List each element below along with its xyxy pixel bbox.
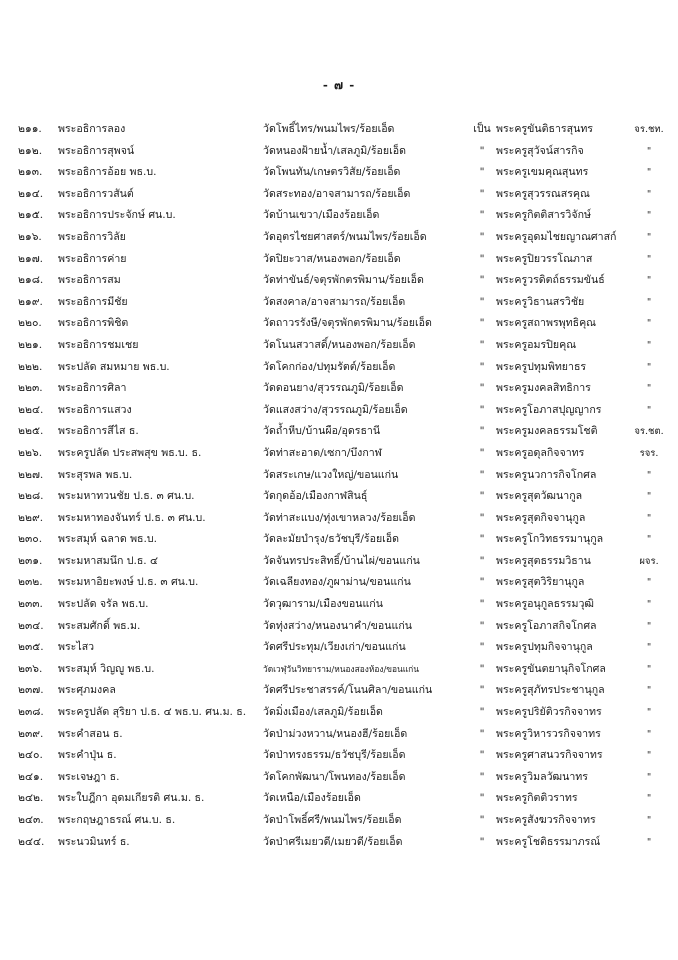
temple-location: วัดเฉลียงทอง/ภูผาม่าน/ขอนแก่น xyxy=(263,576,411,589)
position-code: " xyxy=(646,534,652,546)
position-code: " xyxy=(646,685,652,697)
row-number: ๒๓๑. xyxy=(18,554,43,567)
monk-name: พระอธิการสม xyxy=(58,274,121,287)
conferred-title: พระครูวิธานสรวิชัย xyxy=(496,295,585,308)
position-code: " xyxy=(646,836,652,848)
monk-name: พระอธิการแสวง xyxy=(58,403,132,416)
position-code: " xyxy=(646,361,652,373)
temple-location: วัดท่าขันธ์/จตุรพักตรพิมาน/ร้อยเอ็ด xyxy=(263,274,424,287)
list-row xyxy=(18,270,666,292)
list-row xyxy=(18,378,666,400)
position-code: " xyxy=(646,275,652,287)
ditto-mark: " xyxy=(479,576,485,589)
conferred-title: พระครูสุตกิจจานุกูล xyxy=(496,511,586,524)
ditto-mark: " xyxy=(479,619,485,632)
row-number: ๒๑๓. xyxy=(18,166,43,179)
temple-location: วัดกุดอ้อ/เมืองกาฬสินธุ์ xyxy=(263,490,368,503)
monk-name: พระอธิการมีชัย xyxy=(58,295,128,308)
list-row xyxy=(18,335,666,357)
row-number: ๒๓๔. xyxy=(18,619,44,632)
ditto-mark: " xyxy=(479,490,485,503)
appointment-list xyxy=(18,119,666,853)
ditto-mark: " xyxy=(479,684,485,697)
row-number: ๒๑๑. xyxy=(18,123,42,135)
monk-name: พระสมุห์ วิญญู พธ.บ. xyxy=(58,662,155,675)
conferred-title: พระครูสถาพรพุทธิคุณ xyxy=(496,317,596,330)
conferred-title: พระครูปทุมกิจจานุกูล xyxy=(496,641,593,654)
monk-name: พระสมศักดิ์ พธ.ม. xyxy=(58,619,141,632)
position-code: รจร. xyxy=(639,447,659,459)
list-row xyxy=(18,141,666,163)
list-row xyxy=(18,313,666,335)
temple-location: วัดจันทรประสิทธิ์/บ้านไผ่/ขอนแก่น xyxy=(263,554,420,567)
monk-name: พระกฤษฎาธรณ์ ศน.บ. ธ. xyxy=(58,814,176,826)
position-code: " xyxy=(646,620,652,632)
temple-location: วัดป่าทรงธรรม/ธวัชบุรี/ร้อยเอ็ด xyxy=(263,749,406,762)
position-code: จร.ชท. xyxy=(634,124,664,135)
monk-name: พระครูปลัด ประสพสุข พธ.บ. ธ. xyxy=(58,446,202,459)
position-code: " xyxy=(646,188,652,200)
monk-name: พระอธิการศิลา xyxy=(58,382,127,395)
list-row xyxy=(18,162,666,184)
ditto-mark: " xyxy=(479,252,485,265)
row-number: ๒๓๒. xyxy=(18,576,43,589)
row-number: ๒๓๕. xyxy=(18,641,44,654)
position-code: " xyxy=(646,707,652,719)
temple-location: วัดดอนยาง/สุวรรณภูมิ/ร้อยเอ็ด xyxy=(263,382,404,395)
temple-location: วัดถาวรรังษี/จตุรพักตรพิมาน/ร้อยเอ็ด xyxy=(263,317,432,330)
list-row xyxy=(18,400,666,422)
monk-name: พระคำปุ่น ธ. xyxy=(58,749,117,762)
monk-name: พระคำสอน ธ. xyxy=(58,727,123,740)
ditto-mark: " xyxy=(479,533,485,546)
row-number: ๒๑๖. xyxy=(18,230,42,243)
ditto-mark: " xyxy=(479,403,485,416)
position-code: " xyxy=(646,750,652,762)
temple-location: วัดบ้านเขวา/เมืองร้อยเอ็ด xyxy=(263,209,380,222)
list-row xyxy=(18,572,666,594)
position-code: " xyxy=(646,253,652,265)
monk-name: พระอธิการชมเชย xyxy=(58,338,139,351)
conferred-title: พระครูกิตติสารวิจักษ์ xyxy=(496,209,591,222)
ditto-mark: " xyxy=(479,382,485,395)
list-row xyxy=(18,659,666,681)
conferred-title: พระครูนวการกิจโกศล xyxy=(496,468,597,481)
ditto-mark: " xyxy=(479,706,485,719)
row-number: ๒๒๕. xyxy=(18,425,44,438)
list-row xyxy=(18,357,666,379)
monk-name: พระมหาทวนชัย ป.ธ. ๓ ศน.บ. xyxy=(58,490,195,503)
conferred-title: พระครูอดุลกิจจาทร xyxy=(496,446,585,459)
temple-location: วัดโคกก่อง/ปทุมรัตต์/ร้อยเอ็ด xyxy=(263,360,396,373)
monk-name: พระอธิการวสันต์ xyxy=(58,187,134,200)
position-code: " xyxy=(646,642,652,654)
position-code: " xyxy=(646,231,652,243)
row-number: ๒๔๔. xyxy=(18,835,45,848)
conferred-title: พระครูสังฆวรกิจจาทร xyxy=(496,814,596,826)
list-row xyxy=(18,594,666,616)
row-number: ๒๔๑. xyxy=(18,770,44,783)
row-number: ๒๔๒. xyxy=(18,792,44,805)
list-row xyxy=(18,508,666,530)
conferred-title: พระครูศาสนวรกิจจาทร xyxy=(496,749,603,762)
conferred-title: พระครูวิมลวัฒนาทร xyxy=(496,770,588,783)
temple-location: วัดสงคาล/อาจสามารถ/ร้อยเอ็ด xyxy=(263,295,406,308)
row-number: ๒๑๔. xyxy=(18,187,44,200)
temple-location: วัดโพนทัน/เกษตรวิสัย/ร้อยเอ็ด xyxy=(263,166,401,179)
ditto-mark: " xyxy=(479,641,485,654)
row-number: ๒๒๖. xyxy=(18,446,43,459)
monk-name: พระไสว xyxy=(58,641,95,654)
monk-name: พระนวมินทร์ ธ. xyxy=(58,835,130,848)
list-row xyxy=(18,421,666,443)
conferred-title: พระครูวิหารวรกิจจาทร xyxy=(496,727,601,740)
ditto-mark: " xyxy=(479,209,485,222)
position-code: " xyxy=(646,512,652,524)
conferred-title: พระครูมงคลธรรมโชติ xyxy=(496,425,598,438)
ditto-mark: " xyxy=(479,338,485,351)
ditto-mark: " xyxy=(479,317,485,330)
temple-location: วัดแสงสว่าง/สุวรรณภูมิ/ร้อยเอ็ด xyxy=(263,403,408,416)
ditto-mark: " xyxy=(479,468,485,481)
monk-name: พระอธิการอ้อย พธ.บ. xyxy=(58,166,157,179)
position-code: " xyxy=(646,145,652,157)
position-code: " xyxy=(646,383,652,395)
monk-name: พระมหาสมนึก ป.ธ. ๔ xyxy=(58,554,159,567)
monk-name: พระอธิการสีไส ธ. xyxy=(58,425,139,438)
row-number: ๒๒๑. xyxy=(18,338,43,351)
row-number: ๒๒๙. xyxy=(18,511,44,524)
temple-location: วัดมิ่งเมือง/เสลภูมิ/ร้อยเอ็ด xyxy=(263,706,383,719)
conferred-title: พระครูโกวิทธรรมานุกูล xyxy=(496,533,604,546)
row-number: ๒๓๗. xyxy=(18,684,44,697)
conferred-title: พระครูอนุกูลธรรมวุฒิ xyxy=(496,598,594,611)
ditto-mark: " xyxy=(479,662,485,675)
conferred-title: พระครูสุวัจน์สารกิจ xyxy=(496,144,584,157)
temple-location: วัดศรีประทุม/เวียงเก่า/ขอนแก่น xyxy=(263,641,406,654)
list-row xyxy=(18,637,666,659)
row-number: ๒๑๙. xyxy=(18,295,43,308)
monk-name: พระมหาอิยะพงษ์ ป.ธ. ๓ ศน.บ. xyxy=(58,576,199,589)
row-number: ๒๒๐. xyxy=(18,317,42,330)
temple-location: วัดท่าสะอาด/เซกา/บึงกาฬ xyxy=(263,446,382,459)
temple-location: วัดสระเกษ/แวงใหญ่/ขอนแก่น xyxy=(263,468,399,481)
conferred-title: พระครูสุวรรณสรคุณ xyxy=(496,187,590,200)
monk-name: พระอธิการพิชิต xyxy=(58,317,129,330)
list-row xyxy=(18,767,666,789)
list-row xyxy=(18,702,666,724)
monk-name: พระครูปลัด สุริยา ป.ธ. ๔ พธ.บ. ศน.ม. ธ. xyxy=(58,706,247,719)
position-code: " xyxy=(646,339,652,351)
ditto-mark: " xyxy=(479,749,485,762)
ditto-mark: " xyxy=(479,446,485,459)
position-code: " xyxy=(646,663,652,675)
row-number: ๒๓๘. xyxy=(18,706,44,719)
ditto-mark: " xyxy=(479,425,485,438)
ditto-mark: " xyxy=(479,835,485,848)
position-code: จร.ชต. xyxy=(634,426,664,438)
temple-location: วัดละมัยบำรุง/ธวัชบุรี/ร้อยเอ็ด xyxy=(263,533,400,546)
monk-name: พระศุภมงคล xyxy=(58,684,116,697)
list-row xyxy=(18,551,666,573)
position-code: " xyxy=(646,577,652,589)
temple-location: วัดถ้ำหีบ/บ้านผือ/อุดรธานี xyxy=(263,425,381,438)
ditto-mark: " xyxy=(479,274,485,287)
position-code: " xyxy=(646,728,652,740)
ditto-mark: " xyxy=(479,814,485,826)
conferred-title: พระครูเขมคุณสุนทร xyxy=(496,166,589,179)
ditto-mark: เป็น xyxy=(473,123,491,135)
temple-location: วัดอุตรไชยศาสตร์/พนมไพร/ร้อยเอ็ด xyxy=(263,230,427,243)
row-number: ๒๒๘. xyxy=(18,490,44,503)
list-row xyxy=(18,184,666,206)
list-row xyxy=(18,810,666,832)
ditto-mark: " xyxy=(479,295,485,308)
list-row xyxy=(18,119,666,141)
monk-name: พระใบฎีกา อุดมเกียรติ ศน.ม. ธ. xyxy=(58,792,205,805)
monk-name: พระอธิการค่าย xyxy=(58,252,127,265)
temple-location: วัดป่าโพธิ์ศรี/พนมไพร/ร้อยเอ็ด xyxy=(263,814,402,826)
row-number: ๒๑๘. xyxy=(18,274,44,287)
row-number: ๒๓๖. xyxy=(18,662,43,675)
temple-location: วัดทุ่งสว่าง/หนองนาคำ/ขอนแก่น xyxy=(263,619,412,632)
position-code: " xyxy=(646,793,652,805)
list-row xyxy=(18,205,666,227)
temple-location: วัดป่าศรีเมยวดี/เมยวดี/ร้อยเอ็ด xyxy=(263,835,403,848)
position-code: " xyxy=(646,815,652,826)
conferred-title: พระครูกิตติวราทร xyxy=(496,792,578,805)
ditto-mark: " xyxy=(479,187,485,200)
temple-location: วัดหนองฝ้ายน้ำ/เสลภูมิ/ร้อยเอ็ด xyxy=(263,144,406,157)
conferred-title: พระครูปทุมพิทยาธร xyxy=(496,360,587,373)
position-code: " xyxy=(646,771,652,783)
temple-location: วัดท่าสะแบง/ทุ่งเขาหลวง/ร้อยเอ็ด xyxy=(263,511,416,524)
temple-location: วัดศรีประชาสรรค์/โนนศิลา/ขอนแก่น xyxy=(263,684,433,697)
monk-name: พระเจษฎา ธ. xyxy=(58,770,120,783)
monk-name: พระมหาทองจันทร์ ป.ธ. ๓ ศน.บ. xyxy=(58,511,206,524)
monk-name: พระปลัด จรัล พธ.บ. xyxy=(58,598,149,611)
list-row xyxy=(18,227,666,249)
position-code: " xyxy=(646,599,652,611)
list-row xyxy=(18,788,666,810)
position-code: " xyxy=(646,491,652,503)
row-number: ๒๔๐. xyxy=(18,749,43,762)
temple-location: วัดปิยะวาส/หนองพอก/ร้อยเอ็ด xyxy=(263,252,401,265)
ditto-mark: " xyxy=(479,770,485,783)
monk-name: พระปลัด สมหมาย พธ.บ. xyxy=(58,360,170,373)
list-row xyxy=(18,724,666,746)
position-code: " xyxy=(646,318,652,330)
position-code: ผจร. xyxy=(639,555,659,567)
ditto-mark: " xyxy=(479,144,485,157)
list-row xyxy=(18,745,666,767)
position-code: " xyxy=(646,404,652,416)
temple-location: วัดสระทอง/อาจสามารถ/ร้อยเอ็ด xyxy=(263,187,411,200)
conferred-title: พระครูขันตยานุกิจโกศล xyxy=(496,662,606,675)
row-number: ๒๔๓. xyxy=(18,814,44,826)
temple-location: วัดโนนสวาสดิ์/หนองพอก/ร้อยเอ็ด xyxy=(263,338,416,351)
conferred-title: พระครูสุตธรรมวิธาน xyxy=(496,554,591,567)
temple-location: วัดโพธิ์ไทร/พนมไพร/ร้อยเอ็ด xyxy=(263,123,395,135)
conferred-title: พระครูโชติธรรมาภรณ์ xyxy=(496,835,601,848)
position-code: " xyxy=(646,469,652,481)
conferred-title: พระครูสุภัทรประชานุกูล xyxy=(496,684,605,697)
list-row xyxy=(18,832,666,854)
position-code: " xyxy=(646,210,652,222)
monk-name: พระสุรพล พธ.บ. xyxy=(58,468,133,481)
ditto-mark: " xyxy=(479,230,485,243)
list-row xyxy=(18,292,666,314)
ditto-mark: " xyxy=(479,360,485,373)
conferred-title: พระครูปริยัติวรกิจจาทร xyxy=(496,706,602,719)
list-row xyxy=(18,616,666,638)
conferred-title: พระครูโอภาสปุญญากร xyxy=(496,403,602,416)
temple-location: วัดเวฬุวันวิทยาราม/หนองสองห้อง/ขอนแก่น xyxy=(263,663,419,674)
conferred-title: พระครูสุตวัฒนากูล xyxy=(496,490,583,503)
temple-location: วัดวุฒาราม/เมืองขอนแก่น xyxy=(263,598,383,611)
list-row xyxy=(18,486,666,508)
monk-name: พระอธิการวิลัย xyxy=(58,230,126,243)
row-number: ๒๓๓. xyxy=(18,598,43,611)
row-number: ๒๒๗. xyxy=(18,468,44,481)
row-number: ๒๒๒. xyxy=(18,360,43,373)
position-code: " xyxy=(646,167,652,179)
row-number: ๒๓๐. xyxy=(18,533,43,546)
row-number: ๒๑๕. xyxy=(18,209,44,222)
conferred-title: พระครูมงคลสิทธิการ xyxy=(496,382,591,395)
conferred-title: พระครูอุดมไชยญาณศาสก์ xyxy=(496,230,617,243)
position-code: " xyxy=(646,296,652,308)
row-number: ๒๒๔. xyxy=(18,403,44,416)
ditto-mark: " xyxy=(479,598,485,611)
monk-name: พระอธิการลอง xyxy=(58,123,126,135)
ditto-mark: " xyxy=(479,166,485,179)
row-number: ๒๑๗. xyxy=(18,252,44,265)
conferred-title: พระครูอมรปิยคุณ xyxy=(496,338,577,351)
ditto-mark: " xyxy=(479,554,485,567)
row-number: ๒๑๒. xyxy=(18,144,43,157)
conferred-title: พระครูโอภาสกิจโกศล xyxy=(496,619,597,632)
list-row xyxy=(18,465,666,487)
row-number: ๒๓๙. xyxy=(18,727,44,740)
list-row xyxy=(18,680,666,702)
list-row xyxy=(18,443,666,465)
monk-name: พระอธิการประจักษ์ ศน.บ. xyxy=(58,209,176,222)
list-row xyxy=(18,249,666,271)
monk-name: พระอธิการสุพจน์ xyxy=(58,144,135,157)
page-number: - ๗ - xyxy=(322,78,356,92)
conferred-title: พระครูวรดิตถ์ธรรมขันธ์ xyxy=(496,274,605,287)
conferred-title: พระครูสุตวิริยานุกูล xyxy=(496,576,585,589)
ditto-mark: " xyxy=(479,511,485,524)
conferred-title: พระครูปิยวรรโณภาส xyxy=(496,252,593,265)
ditto-mark: " xyxy=(479,727,485,740)
ditto-mark: " xyxy=(479,792,485,805)
conferred-title: พระครูขันติธารสุนทร xyxy=(496,123,593,135)
temple-location: วัดโคกพัฒนา/โพนทอง/ร้อยเอ็ด xyxy=(263,770,406,783)
list-row xyxy=(18,529,666,551)
temple-location: วัดป่าม่วงหวาน/หนองฮี/ร้อยเอ็ด xyxy=(263,727,408,740)
temple-location: วัดเหนือ/เมืองร้อยเอ็ด xyxy=(263,792,361,805)
row-number: ๒๒๓. xyxy=(18,382,43,395)
monk-name: พระสมุห์ ฉลาด พธ.บ. xyxy=(58,533,157,546)
